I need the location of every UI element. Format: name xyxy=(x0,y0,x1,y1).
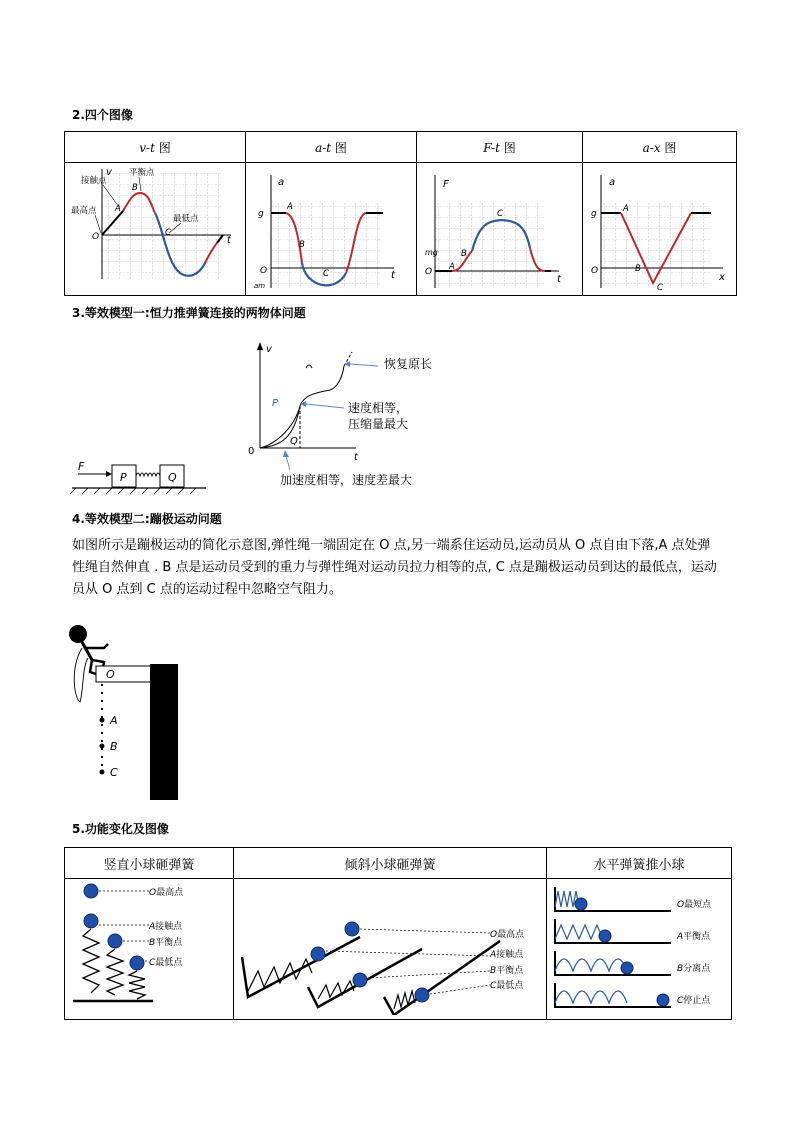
energy-table xyxy=(64,847,732,1020)
at-y-label: a xyxy=(278,177,285,188)
vt-x-label: t xyxy=(227,235,231,246)
svg-text:B平衡点: B平衡点 xyxy=(149,938,183,948)
inclined-springs-figure xyxy=(234,879,546,1015)
model1-q-graph: Q xyxy=(290,436,298,447)
model1-force-label: F xyxy=(78,460,85,473)
bungee-o: O xyxy=(106,668,115,681)
vt-graph xyxy=(65,163,245,291)
svg-text:O最高点: O最高点 xyxy=(149,888,184,898)
ax-g: g xyxy=(591,209,597,219)
ft-mg: mg xyxy=(425,248,438,257)
section-5-heading: 5.功能变化及图像 xyxy=(72,822,169,836)
vertical-springs-figure xyxy=(65,879,233,1015)
ft-point-c: C xyxy=(497,209,503,219)
svg-text:A接触点: A接触点 xyxy=(149,922,183,932)
ft-point-b: B xyxy=(461,249,467,259)
header-vertical: 竖直小球砸弹簧 xyxy=(65,848,234,879)
jumper-head xyxy=(69,625,87,643)
svg-text:A平衡点: A平衡点 xyxy=(677,932,711,942)
header-at: a-t 图 xyxy=(246,132,417,163)
header-horizontal: 水平弹簧推小球 xyxy=(547,848,732,879)
at-am: am xyxy=(254,282,266,290)
ft-point-a: A xyxy=(449,262,455,272)
vt-label-top: 最高点 xyxy=(71,206,97,216)
vt-origin: O xyxy=(92,232,100,242)
model1-p-text: P xyxy=(120,471,127,484)
svg-text:C最低点: C最低点 xyxy=(149,958,183,968)
ball-top xyxy=(84,884,98,898)
model1-q-text: Q xyxy=(168,471,177,484)
ax-point-c: C xyxy=(657,283,663,291)
ft-y-label: F xyxy=(443,179,449,190)
svg-text:C停止点: C停止点 xyxy=(677,996,711,1006)
vt-point-c: C xyxy=(165,228,171,238)
ft-graph xyxy=(417,163,582,291)
svg-text:O最短点: O最短点 xyxy=(677,900,712,910)
model1-origin: 0 xyxy=(248,446,255,457)
section-3-heading: 3.等效模型一:恒力推弹簧连接的两物体问题 xyxy=(72,306,306,320)
vt-point-b: B xyxy=(132,183,138,193)
vt-label-balance: 平衡点 xyxy=(129,168,155,178)
header-ax: a-x 图 xyxy=(583,132,737,163)
bungee-a: A xyxy=(110,714,118,727)
model1-v-label: v xyxy=(266,344,272,355)
ax-x-label: x xyxy=(719,272,725,283)
cell-horizontal xyxy=(547,879,732,1020)
cell-vt-graph xyxy=(65,163,246,296)
ft-x-label: t xyxy=(557,274,561,285)
cell-inclined xyxy=(234,879,547,1020)
model2-paragraph: 如图所示是蹦极运动的简化示意图,弹性绳一端固定在 O 点,另一端系住运动员,运动员从 O 点自由下落,A 点处弹性绳自然伸直 . B 点是运动员受到的重力与弹性绳对运动员拉力相等的点, C 点是蹦极运动员到达的最低点，运动员从 O 点到 C 点的运动过程中忽略空气阻力。 xyxy=(72,538,717,597)
header-vt: v-t 图 xyxy=(65,132,246,163)
ax-point-a: A xyxy=(623,204,629,214)
header-ft: F-t 图 xyxy=(417,132,583,163)
vt-y-label: v xyxy=(106,167,112,178)
graphs-table xyxy=(64,131,737,296)
ball-contact xyxy=(84,914,98,928)
horizontal-springs-figure xyxy=(547,879,731,1015)
cell-ft-graph xyxy=(417,163,583,296)
svg-text:A接触点: A接触点 xyxy=(490,950,524,960)
ball-balance xyxy=(108,934,122,948)
bungee-c: C xyxy=(110,766,118,779)
model1-annot-maxcomp: 压缩量最大 xyxy=(348,417,409,431)
cell-vertical xyxy=(65,879,234,1020)
section-4-heading: 4.等效模型二:蹦极运动问题 xyxy=(72,512,222,526)
svg-text:B平衡点: B平衡点 xyxy=(490,966,524,976)
model1-spring xyxy=(136,473,160,476)
svg-text:O最高点: O最高点 xyxy=(490,930,525,940)
header-inclined: 倾斜小球砸弹簧 xyxy=(234,848,547,879)
cell-at-graph xyxy=(246,163,417,296)
model1-annot-aequal: 加速度相等，速度差最大 xyxy=(280,473,413,487)
svg-text:B分离点: B分离点 xyxy=(677,964,711,974)
model1-t-label: t xyxy=(354,452,358,463)
model1-annot-vequal: 速度相等， xyxy=(348,401,409,415)
ax-point-b: B xyxy=(635,264,641,274)
at-point-a: A xyxy=(287,202,293,212)
model1-annot-restore: 恢复原长 xyxy=(384,357,433,371)
ball-lowest xyxy=(130,956,144,970)
ft-origin: O xyxy=(425,267,433,277)
at-origin: O xyxy=(260,266,268,276)
section-2-heading: 2.四个图像 xyxy=(72,108,133,122)
svg-text:C最低点: C最低点 xyxy=(490,981,524,991)
at-g: g xyxy=(258,209,264,219)
at-graph xyxy=(246,163,416,291)
at-point-c: C xyxy=(323,269,329,279)
vt-label-bottom: 最低点 xyxy=(173,214,199,224)
vt-label-contact: 接触点 xyxy=(81,176,107,186)
ax-y-label: a xyxy=(609,177,616,188)
bungee-figure xyxy=(60,618,200,808)
ax-graph xyxy=(583,163,736,291)
bungee-b: B xyxy=(110,740,118,753)
cell-ax-graph xyxy=(583,163,737,296)
tower xyxy=(150,664,178,800)
model1-p-graph: P xyxy=(272,398,279,409)
at-x-label: t xyxy=(391,270,395,281)
at-point-b: B xyxy=(299,240,305,250)
vt-point-a: A xyxy=(115,204,121,214)
ax-origin: O xyxy=(591,266,599,276)
